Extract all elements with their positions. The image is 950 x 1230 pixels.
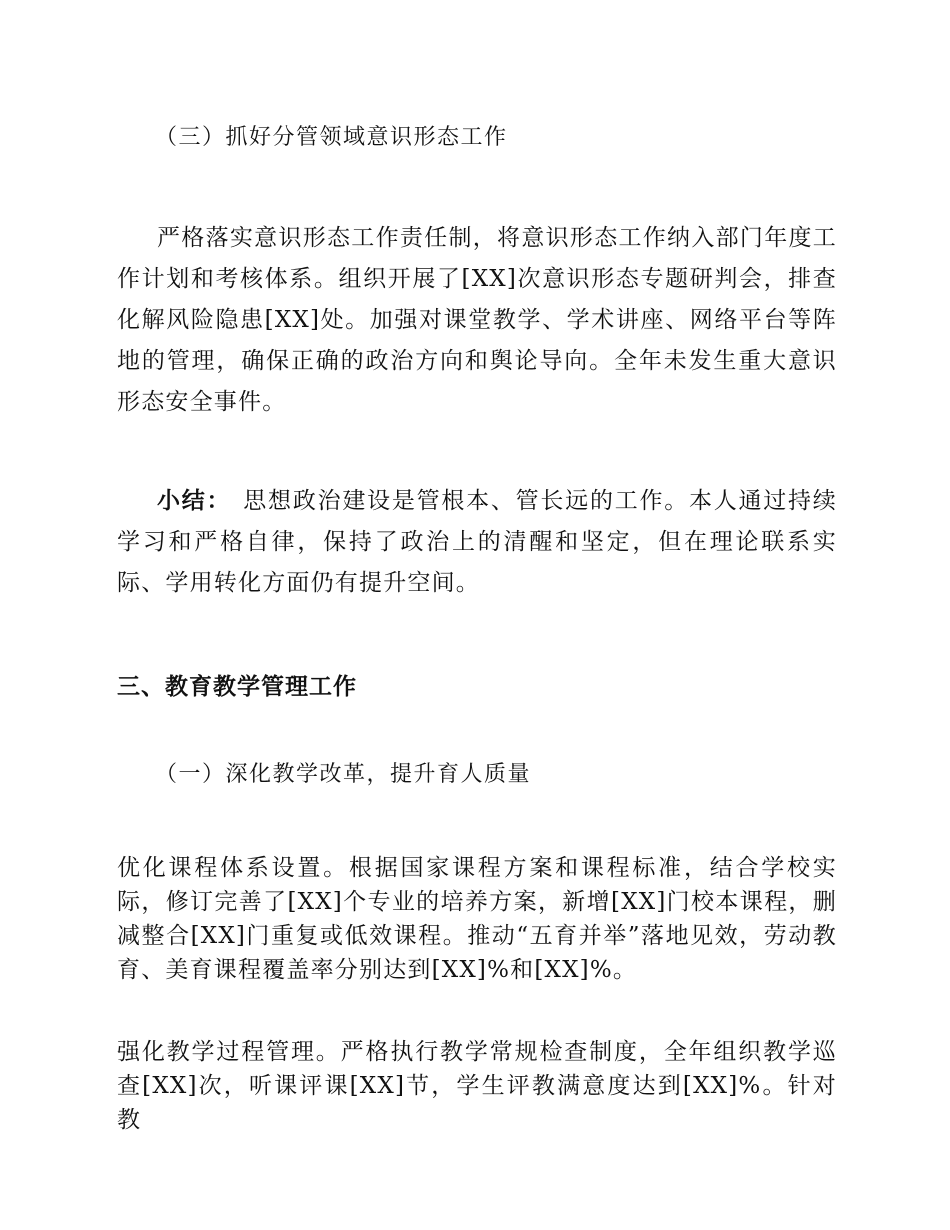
subheading-teaching-reform: （一）深化教学改革，提升育人质量: [155, 762, 532, 787]
section-heading-teaching-management: 三、教育教学管理工作: [117, 674, 357, 700]
paragraph-summary: [117, 481, 837, 604]
subheading-ideology-work: （三）抓好分管领域意识形态工作: [155, 125, 508, 150]
paragraph-teaching-process: 强化教学过程管理。严格执行教学常规检查制度，全年组织教学巡查[XX]次，听课评课[XX]节，学生评教满意度达到[XX]%。针对教: [117, 1039, 837, 1133]
summary-text: 思想政治建设是管根本、管长远的工作。本人通过持续学习和严格自律，保持了政治上的清醒和坚定，但在理论联系实际、学用转化方面仍有提升空间。: [117, 488, 837, 596]
paragraph-curriculum: 优化课程体系设置。根据国家课程方案和课程标准，结合学校实际，修订完善了[XX]个专业的培养方案，新增[XX]门校本课程，删减整合[XX]门重复或低效课程。推动“五育并举”落地见效，劳动教育、美育课程覆盖率分别达到[XX]%和[XX]%。: [117, 855, 837, 983]
paragraph-ideology-responsibility: 严格落实意识形态工作责任制，将意识形态工作纳入部门年度工作计划和考核体系。组织开展了[XX]次意识形态专题研判会，排查化解风险隐患[XX]处。加强对课堂教学、学术讲座、网络平台等阵地的管理，确保正确的政治方向和舆论导向。全年未发生重大意识形态安全事件。: [117, 225, 837, 415]
summary-label: 小结：: [157, 488, 232, 514]
